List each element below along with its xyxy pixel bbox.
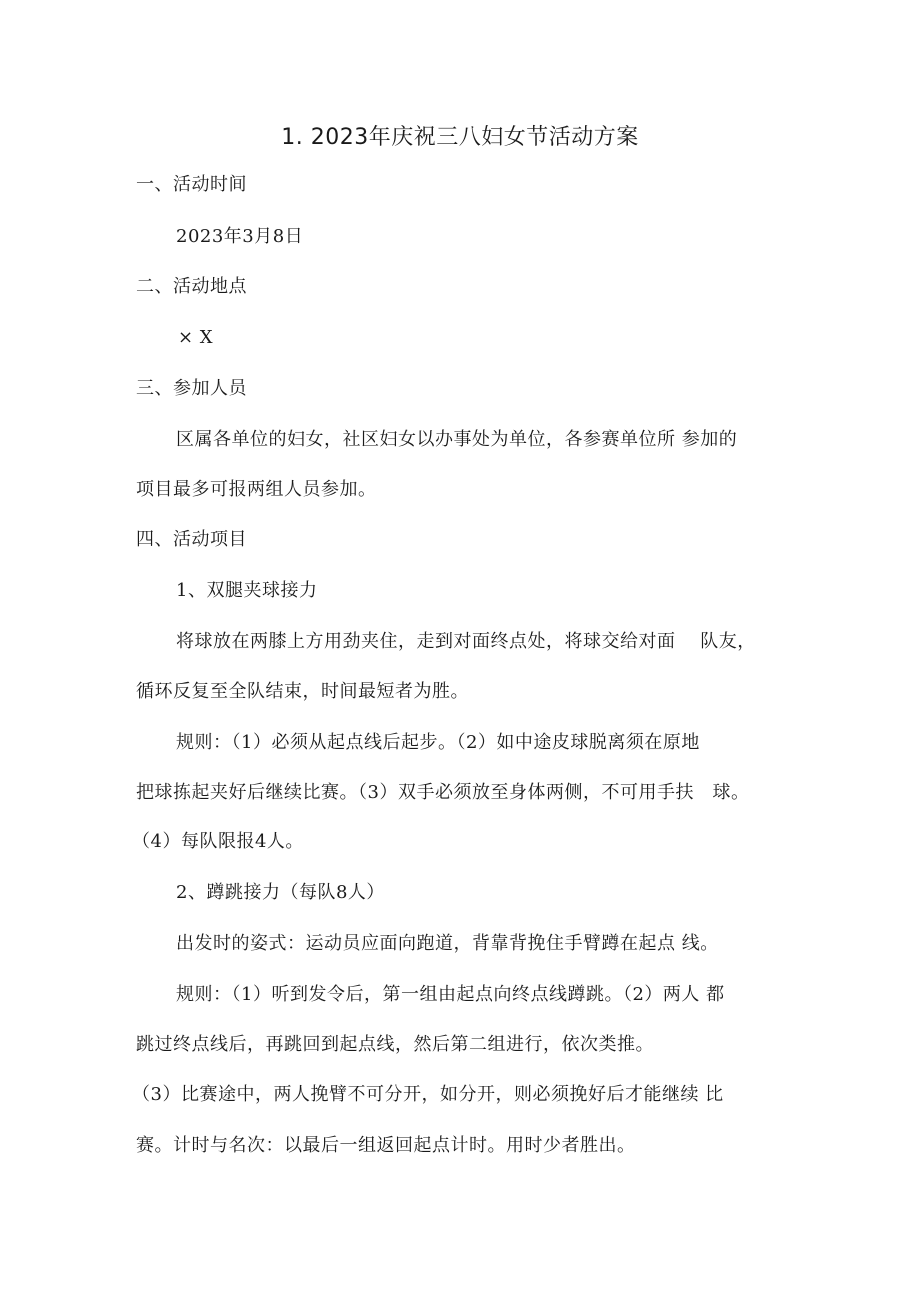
paragraph-participants-line-2: 项目最多可报两组人员参加。 [136,479,377,500]
event-1-description-line-1: 将球放在两膝上方用劲夹住，走到对面终点处，将球交给对面 队友， [176,631,756,652]
section-heading-events: 四、活动项目 [136,529,247,550]
event-2-rules-line-2: 跳过终点线后，再跳回到起点线，然后第二组进行，依次类推。 [136,1034,654,1055]
paragraph-participants-line-1: 区属各单位的妇女，社区妇女以办事处为单位，各参赛单位所 参加的 [176,429,738,450]
document-title: 1. 2023年庆祝三八妇女节活动方案 [281,125,639,150]
event-1-description-line-2: 循环反复至全队结束，时间最短者为胜。 [136,681,469,702]
paragraph-date: 2023年3月8日 [176,226,304,247]
event-1-rules-line-1: 规则：（1）必须从起点线后起步。（2）如中途皮球脱离须在原地 [176,732,700,753]
section-heading-location: 二、活动地点 [136,276,247,297]
section-heading-time: 一、活动时间 [136,174,247,195]
event-1-rules-line-3: （4）每队限报4人。 [132,831,304,852]
section-heading-participants: 三、参加人员 [136,378,247,399]
event-1-rules-line-2: 把球拣起夹好后继续比赛。（3）双手必须放至身体两侧，不可用手扶 球。 [136,782,750,803]
event-2-description: 出发时的姿式：运动员应面向跑道，背靠背挽住手臂蹲在起点 线。 [176,933,719,954]
event-2-rules-line-3: （3）比赛途中，两人挽臂不可分开，如分开，则必须挽好后才能继续 比 [132,1084,724,1105]
event-2-heading: 2、蹲跳接力（每队8人） [176,882,385,903]
event-2-rules-line-4: 赛。计时与名次：以最后一组返回起点计时。用时少者胜出。 [136,1135,636,1156]
event-1-heading: 1、双腿夹球接力 [176,580,318,601]
paragraph-location: × X [178,327,214,348]
event-2-rules-line-1: 规则：（1）听到发令后，第一组由起点向终点线蹲跳。（2）两人 都 [176,984,725,1005]
